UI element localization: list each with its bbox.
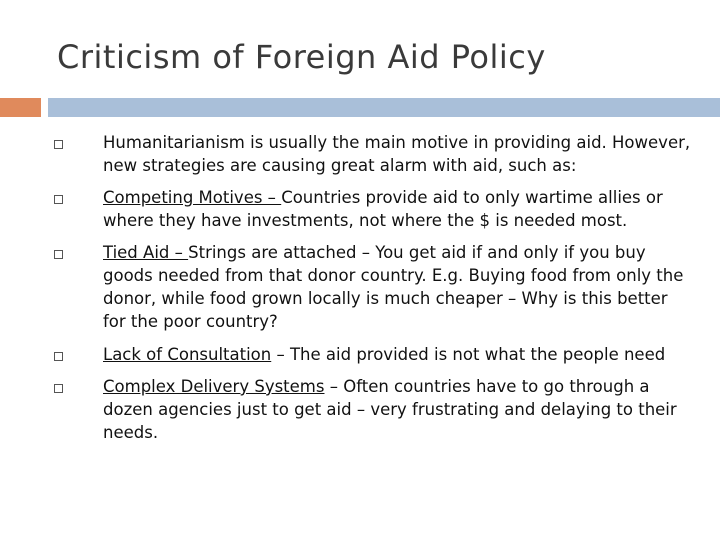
bullet-text — [103, 375, 693, 444]
bullet-lead: Complex Delivery Systems — [103, 377, 325, 396]
bullet-body: – The aid provided is not what the people need — [271, 345, 666, 364]
bullet-lead: Competing Motives – — [103, 188, 282, 207]
slide-title: Criticism of Foreign Aid Policy — [57, 38, 546, 76]
bullet-lead: Lack of Consultation — [103, 345, 272, 364]
bullet-text — [103, 186, 693, 232]
square-bullet-icon — [54, 140, 63, 149]
square-bullet-icon — [54, 195, 63, 204]
bullet-body: Countries provide aid to only wartime allies or where they have investments, not where the $ is needed most. — [103, 188, 663, 230]
square-bullet-icon — [54, 250, 63, 259]
bullet-body: Strings are attached – You get aid if and only if you buy goods needed from that donor country. E.g. Buying food from only the donor, while food grown locally is much cheaper – Why is this better for the poor country? — [103, 243, 684, 331]
bullet-lead: Tied Aid – — [103, 243, 189, 262]
bullet-text — [103, 131, 693, 177]
bullet-body: – Often countries have to go through a dozen agencies just to get aid – very frustrating and delaying to their needs. — [103, 377, 677, 442]
bullet-body: Humanitarianism is usually the main motive in providing aid. However, new strategies are causing great alarm with aid, such as: — [103, 133, 691, 175]
bullet-text — [103, 343, 693, 366]
square-bullet-icon — [54, 352, 63, 361]
bullet-text — [103, 241, 693, 333]
square-bullet-icon — [54, 384, 63, 393]
